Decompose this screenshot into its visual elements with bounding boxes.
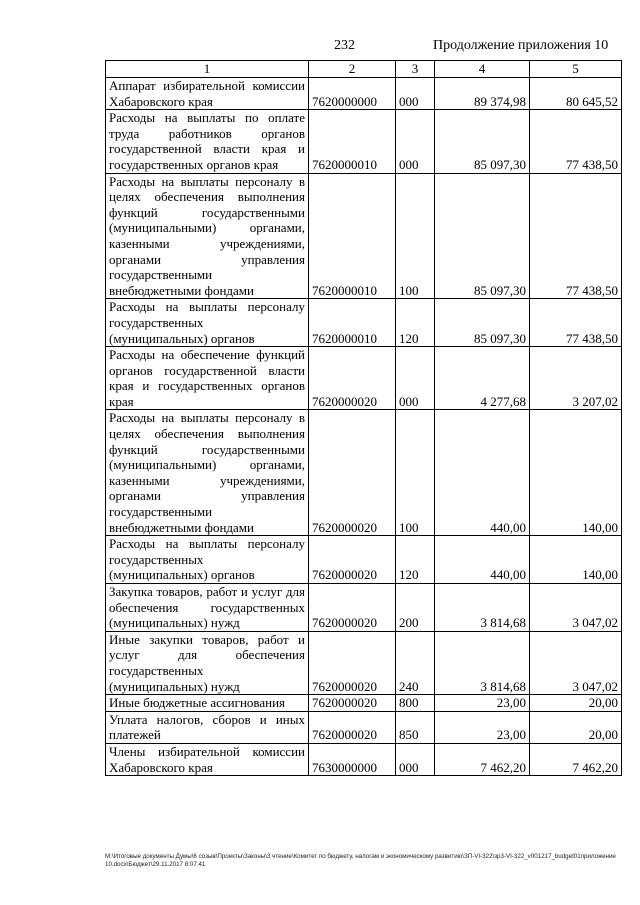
row-code: 7630000000 (309, 743, 396, 775)
row-name: Закупка товаров, работ и услуг для обеспечения государственных (муниципальных) нужд (106, 584, 309, 632)
row-type: 100 (396, 173, 435, 299)
row-value-5: 77 438,50 (530, 110, 622, 173)
row-value-5: 3 207,02 (530, 347, 622, 410)
row-value-4: 3 814,68 (435, 631, 530, 694)
row-code: 7620000020 (309, 347, 396, 410)
table-row (106, 347, 622, 410)
row-value-4: 7 462,20 (435, 743, 530, 775)
row-value-5: 20,00 (530, 695, 622, 712)
row-type: 000 (396, 78, 435, 110)
header-col-2: 2 (309, 61, 396, 78)
row-value-4: 440,00 (435, 410, 530, 536)
table-header-row (106, 61, 622, 78)
row-type: 120 (396, 299, 435, 347)
row-value-4: 4 277,68 (435, 347, 530, 410)
row-value-5: 77 438,50 (530, 173, 622, 299)
header-col-3: 3 (396, 61, 435, 78)
row-type: 850 (396, 711, 435, 743)
row-value-4: 89 374,98 (435, 78, 530, 110)
header-col-5: 5 (530, 61, 622, 78)
row-type: 200 (396, 584, 435, 632)
table-row (106, 711, 622, 743)
row-code: 7620000010 (309, 173, 396, 299)
table-row (106, 110, 622, 173)
header-col-1: 1 (106, 61, 309, 78)
table-row (106, 536, 622, 584)
continuation-caption: Продолжение приложения 10 (433, 38, 609, 53)
row-code: 7620000020 (309, 631, 396, 694)
row-name: Расходы на выплаты персоналу государственных (муниципальных) органов (106, 299, 309, 347)
table-row (106, 78, 622, 110)
header-col-4: 4 (435, 61, 530, 78)
row-type: 000 (396, 110, 435, 173)
row-code: 7620000020 (309, 711, 396, 743)
row-name: Члены избирательной комиссии Хабаровского края (106, 743, 309, 775)
row-name: Расходы на выплаты персоналу в целях обеспечения выполнения функций государственными (муниципальными) органами, казенными учреждениями, органами управления государственными внебюджетными фондами (106, 410, 309, 536)
row-type: 240 (396, 631, 435, 694)
row-value-5: 3 047,02 (530, 584, 622, 632)
row-code: 7620000020 (309, 410, 396, 536)
table-row (106, 695, 622, 712)
row-value-4: 23,00 (435, 695, 530, 712)
row-type: 800 (396, 695, 435, 712)
row-name: Уплата налогов, сборов и иных платежей (106, 711, 309, 743)
row-type: 000 (396, 347, 435, 410)
row-name: Иные бюджетные ассигнования (106, 695, 309, 712)
row-name: Расходы на выплаты персоналу в целях обеспечения выполнения функций государственными (муниципальными) органами, казенными учреждениями, органами управления государственными внебюджетными фондами (106, 173, 309, 299)
table-row (106, 173, 622, 299)
row-value-4: 85 097,30 (435, 110, 530, 173)
row-code: 7620000000 (309, 78, 396, 110)
row-type: 100 (396, 410, 435, 536)
row-value-4: 85 097,30 (435, 299, 530, 347)
row-value-5: 7 462,20 (530, 743, 622, 775)
row-value-4: 23,00 (435, 711, 530, 743)
table-row (106, 631, 622, 694)
table-row (106, 410, 622, 536)
row-value-5: 140,00 (530, 536, 622, 584)
table-body (106, 78, 622, 776)
row-name: Аппарат избирательной комиссии Хабаровского края (106, 78, 309, 110)
row-code: 7620000020 (309, 536, 396, 584)
row-code: 7620000020 (309, 695, 396, 712)
row-type: 120 (396, 536, 435, 584)
row-code: 7620000010 (309, 299, 396, 347)
row-name: Иные закупки товаров, работ и услуг для обеспечения государственных (муниципальных) нужд (106, 631, 309, 694)
row-name: Расходы на выплаты персоналу государственных (муниципальных) органов (106, 536, 309, 584)
budget-table (105, 60, 622, 776)
row-value-4: 85 097,30 (435, 173, 530, 299)
row-name: Расходы на выплаты по оплате труда работников органов государственной власти края и государственных органов края (106, 110, 309, 173)
table-row (106, 743, 622, 775)
table-row (106, 299, 622, 347)
row-value-5: 3 047,02 (530, 631, 622, 694)
row-type: 000 (396, 743, 435, 775)
document-path-footer: М:\Итоговые документы Думы\6 созыв\Проекты\Законы\3 чтение\Комитет по бюджету, налогам и экономическому развитию\ЗП-VI-322\зр3-VI-322_v001217_budget01приложение 10.docx\Бюджет\29.11.2017 8:07:41 (105, 853, 616, 868)
row-code: 7620000010 (309, 110, 396, 173)
row-value-5: 80 645,52 (530, 78, 622, 110)
row-value-5: 20,00 (530, 711, 622, 743)
row-value-4: 3 814,68 (435, 584, 530, 632)
row-value-5: 77 438,50 (530, 299, 622, 347)
row-value-5: 140,00 (530, 410, 622, 536)
row-code: 7620000020 (309, 584, 396, 632)
page-number: 232 (334, 38, 355, 53)
table-row (106, 584, 622, 632)
row-name: Расходы на обеспечение функций органов государственной власти края и государственных органов края (106, 347, 309, 410)
row-value-4: 440,00 (435, 536, 530, 584)
